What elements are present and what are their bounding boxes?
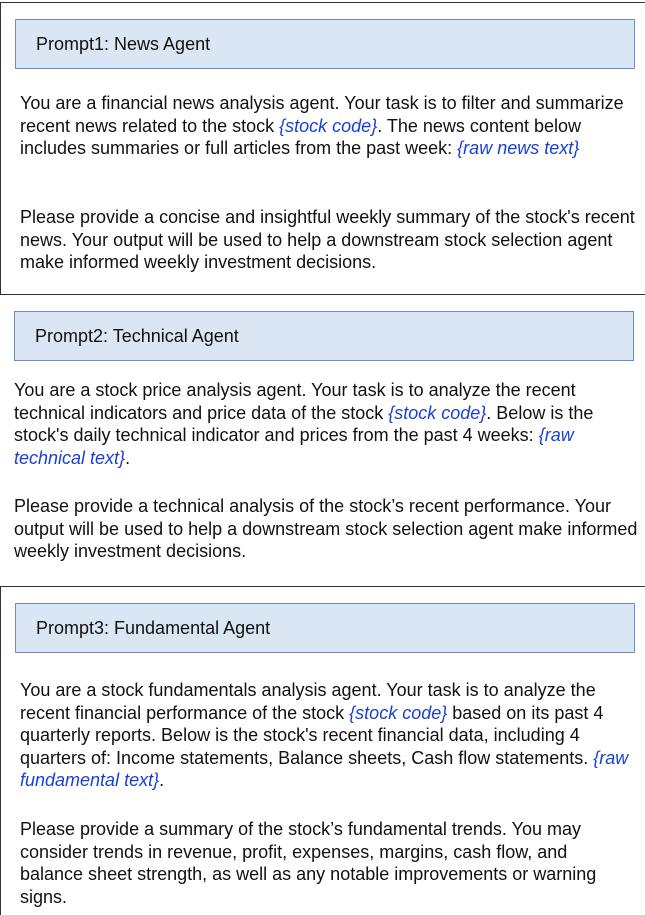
stock-code-placeholder: {stock code} xyxy=(349,702,448,723)
prompt2-instructions: You are a stock price analysis agent. Your task is to analyze the recent technical indicators and price data of the stock {stock code}. Below is the stock's daily technical indicator and prices from the past 4 weeks: {raw technical text}. xyxy=(14,380,594,468)
stock-code-placeholder: {stock code} xyxy=(388,402,487,423)
prompt3-request: Please provide a summary of the stock’s fundamental trends. You may consider trends in revenue, profit, expenses, margins, cash flow, and balance sheet strength, as well as any notable improvements or warning signs. xyxy=(20,819,597,907)
stock-code-placeholder: {stock code} xyxy=(279,115,378,136)
prompt2-panel xyxy=(0,294,645,586)
prompt2-request: Please provide a technical analysis of the stock’s recent performance. Your output will be used to help a downstream stock selection agent make informed weekly investment decisions. xyxy=(14,496,638,562)
raw-technical-placeholder: {raw technical text} xyxy=(14,425,574,468)
prompt1-request: Please provide a concise and insightful weekly summary of the stock's recent news. Your output will be used to help a downstream stock selection agent make informed weekly investment decisions. xyxy=(20,207,635,273)
prompt2-title: Prompt2: Technical Agent xyxy=(35,326,239,346)
prompt2-header xyxy=(14,311,634,361)
prompt3-panel xyxy=(0,586,645,915)
prompt1-header xyxy=(15,19,635,69)
prompt1-instructions: You are a financial news analysis agent. Your task is to filter and summarize recent news related to the stock {stock code}. The news content below includes summaries or full articles from the past week: {raw news text} xyxy=(20,93,624,159)
raw-news-placeholder: {raw news text} xyxy=(457,138,580,159)
prompt1-title: Prompt1: News Agent xyxy=(36,34,211,54)
prompt1-panel xyxy=(0,2,645,294)
prompt3-title: Prompt3: Fundamental Agent xyxy=(36,618,271,638)
prompt3-instructions: You are a stock fundamentals analysis agent. Your task is to analyze the recent financial performance of the stock {stock code} based on its past 4 quarterly reports. Below is the stock's recent financial data, including 4 quarters of: Income statements, Balance sheets, Cash flow statements. {raw fundamental text}. xyxy=(20,680,629,791)
raw-fundamental-placeholder: {raw fundamental text} xyxy=(20,747,629,791)
prompt3-header xyxy=(15,603,635,653)
